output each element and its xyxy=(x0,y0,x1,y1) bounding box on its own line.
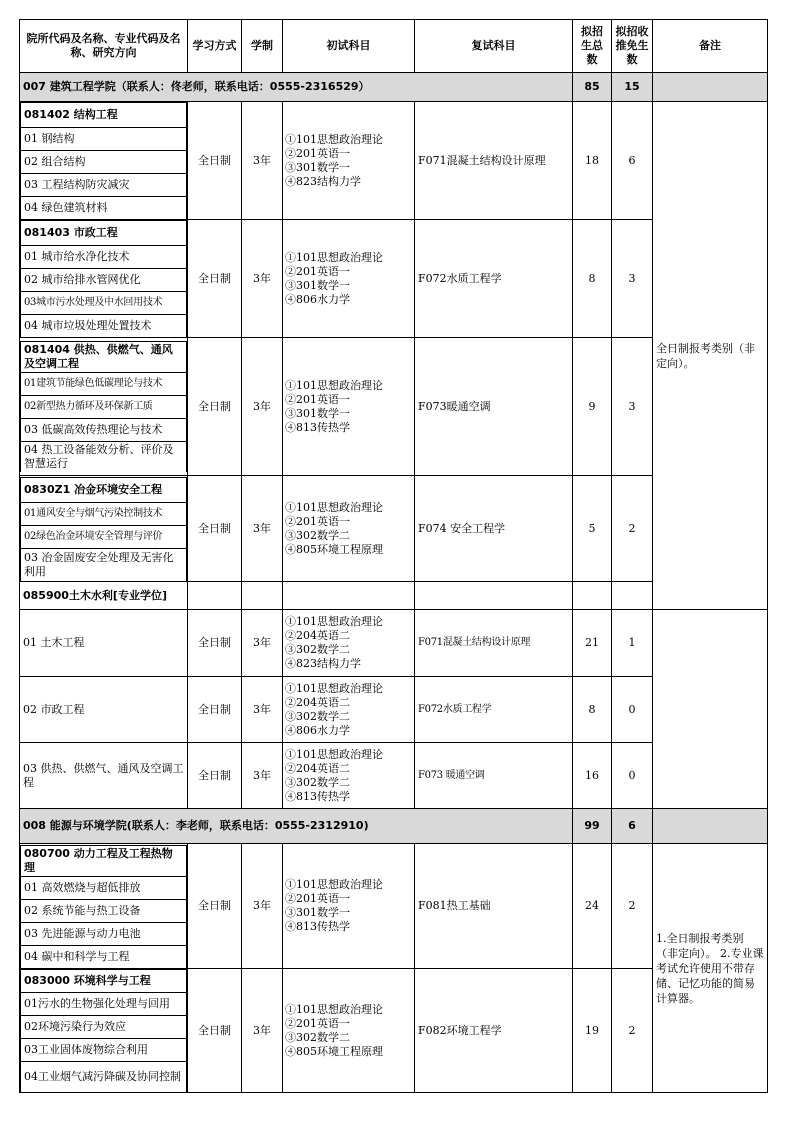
plan-total: 21 xyxy=(573,610,612,677)
duration: 3年 xyxy=(242,743,283,809)
retest-subject: F073暖通空调 xyxy=(415,338,573,476)
plan-total: 19 xyxy=(573,969,612,1093)
college-title: 008 能源与环境学院(联系人：李老师，联系电话：0555-2312910) xyxy=(20,809,573,844)
college-exempt: 6 xyxy=(612,809,653,844)
header-retest: 复试科目 xyxy=(415,20,573,73)
direction-item: 02新型热力循环及环保新工质 xyxy=(21,396,187,419)
header-total: 拟招生总数 xyxy=(573,20,612,73)
direction-item: 04 碳中和科学与工程 xyxy=(21,945,187,968)
direction-item: 02环境污染行为效应 xyxy=(21,1016,187,1039)
study-mode: 全日制 xyxy=(188,220,242,338)
college-exempt: 15 xyxy=(612,73,653,102)
header-row xyxy=(20,20,768,73)
direction-item: 03 供热、供燃气、通风及空调工程 xyxy=(20,743,188,809)
plan-exempt: 2 xyxy=(612,476,653,582)
header-study-mode: 学习方式 xyxy=(188,20,242,73)
retest-subject: F071混凝土结构设计原理 xyxy=(415,610,573,677)
duration: 3年 xyxy=(242,677,283,743)
initial-exam: ①101思想政治理论 ②201英语一 ③302数学二 ④805环境工程原理 xyxy=(283,476,415,582)
major-code: 0830Z1 冶金环境安全工程 xyxy=(21,477,187,502)
admissions-table xyxy=(19,19,768,1093)
direction-item: 03 工程结构防灾减灾 xyxy=(21,174,187,197)
retest-subject: F082环境工程学 xyxy=(415,969,573,1093)
college-total: 85 xyxy=(573,73,612,102)
initial-exam: ①101思想政治理论 ②204英语二 ③302数学二 ④806水力学 xyxy=(283,677,415,743)
direction-item: 01 城市给水净化技术 xyxy=(21,246,187,269)
study-mode: 全日制 xyxy=(188,102,242,220)
retest-subject: F071混凝土结构设计原理 xyxy=(415,102,573,220)
major-code: 083000 环境科学与工程 xyxy=(21,970,187,993)
direction-item: 01 钢结构 xyxy=(21,128,187,151)
study-mode: 全日制 xyxy=(188,476,242,582)
direction-item: 03 冶金固废安全处理及无害化利用 xyxy=(21,548,187,581)
direction-item: 01污水的生物强化处理与回用 xyxy=(21,993,187,1016)
direction-item: 03工业固体废物综合利用 xyxy=(21,1039,187,1062)
major-code: 080700 动力工程及工程热物理 xyxy=(21,845,187,876)
duration: 3年 xyxy=(242,476,283,582)
initial-exam: ①101思想政治理论 ②204英语二 ③302数学二 ④823结构力学 xyxy=(283,610,415,677)
study-mode: 全日制 xyxy=(188,969,242,1093)
direction-item: 02绿色冶金环境安全管理与评价 xyxy=(21,525,187,548)
initial-exam: ①101思想政治理论 ②201英语一 ③301数学一 ④823结构力学 xyxy=(283,102,415,220)
study-mode: 全日制 xyxy=(188,743,242,809)
initial-exam: ①101思想政治理论 ②201英语一 ③301数学一 ④806水力学 xyxy=(283,220,415,338)
direction-item: 02 组合结构 xyxy=(21,151,187,174)
direction-item: 03城市污水处理及中水回用技术 xyxy=(21,292,187,315)
header-duration: 学制 xyxy=(242,20,283,73)
direction-item: 01通风安全与烟气污染控制技术 xyxy=(21,502,187,525)
direction-item: 02 系统节能与热工设备 xyxy=(21,899,187,922)
header-initial-exam: 初试科目 xyxy=(283,20,415,73)
direction-row xyxy=(20,610,768,677)
header-exempt: 拟招收推免生数 xyxy=(612,20,653,73)
major-code: 081403 市政工程 xyxy=(21,221,187,246)
plan-exempt: 2 xyxy=(612,969,653,1093)
major-code: 081402 结构工程 xyxy=(21,103,187,128)
major-row xyxy=(20,102,768,220)
duration: 3年 xyxy=(242,969,283,1093)
direction-item: 04 城市垃圾处理处置技术 xyxy=(21,315,187,338)
retest-subject: F072水质工程学 xyxy=(415,220,573,338)
retest-subject: F081热工基础 xyxy=(415,844,573,969)
plan-exempt: 3 xyxy=(612,220,653,338)
duration: 3年 xyxy=(242,844,283,969)
direction-item: 04 热工设备能效分析、评价及智慧运行 xyxy=(21,442,187,473)
duration: 3年 xyxy=(242,610,283,677)
college-row xyxy=(20,73,768,102)
remarks: 1.全日制报考类别（非定向）。 2.专业课考试允许使用不带存储、记忆功能的简易计算器。 xyxy=(653,844,768,1093)
header-remarks: 备注 xyxy=(653,20,768,73)
plan-total: 8 xyxy=(573,677,612,743)
plan-exempt: 0 xyxy=(612,743,653,809)
plan-exempt: 3 xyxy=(612,338,653,476)
duration: 3年 xyxy=(242,102,283,220)
plan-total: 24 xyxy=(573,844,612,969)
duration: 3年 xyxy=(242,220,283,338)
direction-item: 01 高效燃烧与超低排放 xyxy=(21,876,187,899)
study-mode: 全日制 xyxy=(188,338,242,476)
plan-exempt: 6 xyxy=(612,102,653,220)
direction-item: 01建筑节能绿色低碳理论与技术 xyxy=(21,373,187,396)
college-title: 007 建筑工程学院（联系人：佟老师，联系电话：0555-2316529） xyxy=(20,73,573,102)
plan-exempt: 1 xyxy=(612,610,653,677)
duration: 3年 xyxy=(242,338,283,476)
plan-exempt: 0 xyxy=(612,677,653,743)
direction-item: 04工业烟气减污降碳及协同控制 xyxy=(21,1062,187,1093)
major-row xyxy=(20,844,768,969)
initial-exam: ①101思想政治理论 ②201英语一 ③301数学一 ④813传热学 xyxy=(283,338,415,476)
direction-item: 03 先进能源与动力电池 xyxy=(21,922,187,945)
plan-total: 5 xyxy=(573,476,612,582)
plan-total: 18 xyxy=(573,102,612,220)
initial-exam: ①101思想政治理论 ②201英语一 ③301数学一 ④813传热学 xyxy=(283,844,415,969)
study-mode: 全日制 xyxy=(188,610,242,677)
remarks: 全日制报考类别（非定向）。 xyxy=(653,102,768,610)
major-code: 085900土木水利[专业学位] xyxy=(20,582,188,610)
college-total: 99 xyxy=(573,809,612,844)
college-row xyxy=(20,809,768,844)
retest-subject: F074 安全工程学 xyxy=(415,476,573,582)
study-mode: 全日制 xyxy=(188,677,242,743)
direction-item: 04 绿色建筑材料 xyxy=(21,197,187,220)
initial-exam: ①101思想政治理论 ②204英语二 ③302数学二 ④813传热学 xyxy=(283,743,415,809)
plan-total: 9 xyxy=(573,338,612,476)
header-program: 院所代码及名称、专业代码及名称、研究方向 xyxy=(20,20,188,73)
plan-total: 8 xyxy=(573,220,612,338)
direction-item: 02 城市给排水管网优化 xyxy=(21,269,187,292)
major-code: 081404 供热、供燃气、通风及空调工程 xyxy=(21,342,187,373)
plan-exempt: 2 xyxy=(612,844,653,969)
plan-total: 16 xyxy=(573,743,612,809)
retest-subject: F073 暖通空调 xyxy=(415,743,573,809)
direction-item: 01 土木工程 xyxy=(20,610,188,677)
direction-item: 03 低碳高效传热理论与技术 xyxy=(21,419,187,442)
initial-exam: ①101思想政治理论 ②201英语一 ③302数学二 ④805环境工程原理 xyxy=(283,969,415,1093)
study-mode: 全日制 xyxy=(188,844,242,969)
retest-subject: F072水质工程学 xyxy=(415,677,573,743)
direction-item: 02 市政工程 xyxy=(20,677,188,743)
